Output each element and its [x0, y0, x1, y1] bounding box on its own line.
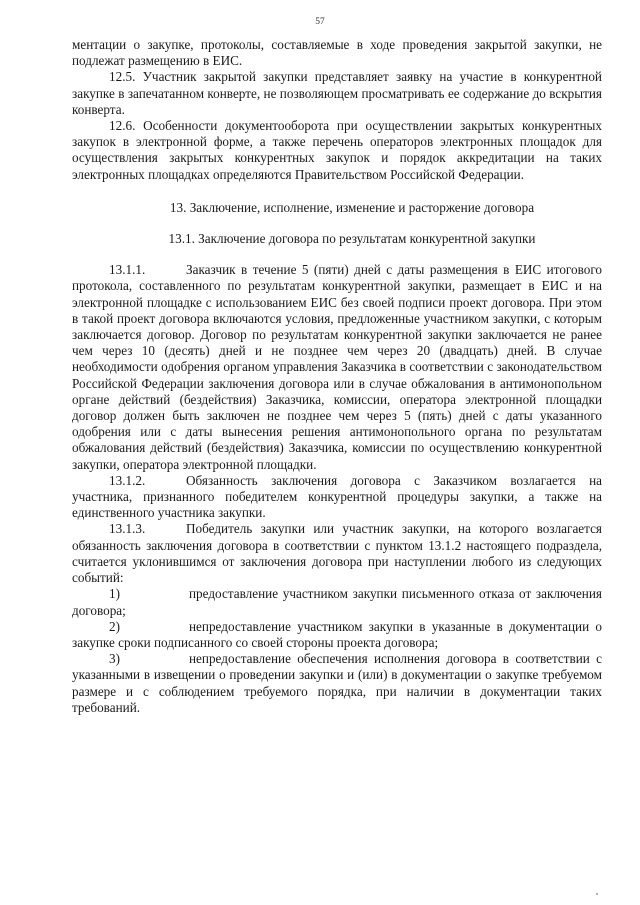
- paragraph-12-6: 12.6. Особенности документооборота при осуществлении закрытых конкурентных закупок в электронной форме, а также перечень операторов электронных площадок для осуществления закрытых конкурентных закупок и порядок аккредитации на таких электронных площадках определяются Правительством Российской Федерации.: [72, 118, 602, 182]
- clause-text: Победитель закупки или участник закупки, на которого возлагается обязанность заключения договора в соответствии с пунктом 13.1.2 настоящего подраздела, считается уклонившимся от заключения договора при наступлении любого из следующих событий:: [72, 521, 602, 586]
- list-item-text: непредоставление обеспечения исполнения договора в соответствии с указанными в извещении о проведении закупки и (или) в документации о закупке требуемом размере и с соблюдением требуемого порядка, при наличии в документации таких требований.: [72, 651, 602, 715]
- page-number: 57: [315, 17, 325, 27]
- section-heading-13: 13. Заключение, исполнение, изменение и расторжение договора: [169, 199, 535, 215]
- paragraph-13-1-2: [72, 473, 602, 522]
- paragraph-13-1-1: [72, 262, 602, 473]
- list-item-number: 1): [109, 586, 120, 602]
- list-item: [72, 619, 602, 651]
- clause-number: 13.1.1.: [109, 262, 146, 278]
- list-item: [72, 586, 602, 618]
- list-item-text: предоставление участником закупки письменного отказа от заключения договора;: [72, 586, 602, 618]
- paragraph-continuation: ментации о закупке, протоколы, составляемые в ходе проведения закрытой закупки, не подлежат размещению в ЕИС.: [72, 37, 602, 69]
- clause-text: Обязанность заключения договора с Заказчиком возлагается на участника, признанного победителем конкурентной процедуры закупки, а также на единственного участника закупки.: [72, 472, 602, 521]
- paragraph-13-1-3: [72, 521, 602, 586]
- list-item-text: непредоставление участником закупки в указанные в документации о закупке сроки подписанного со своей стороны проекта договора;: [72, 618, 602, 650]
- document-body: [72, 37, 602, 716]
- clause-number: 13.1.2.: [109, 472, 146, 488]
- list-item-number: 2): [109, 618, 120, 634]
- list-item: [72, 651, 602, 716]
- paragraph-12-5: 12.5. Участник закрытой закупки представляет заявку на участие в конкурентной закупке в запечатанном конверте, не позволяющем просматривать ее содержание до вскрытия конверта.: [72, 69, 602, 117]
- list-item-number: 3): [109, 651, 120, 667]
- scan-speck: [596, 893, 598, 895]
- clause-text: Заказчик в течение 5 (пяти) дней с даты размещения в ЕИС итогового протокола, составленного по результатам конкурентной закупки, размещает в ЕИС и на электронной площадке с использованием ЕИС без своей подписи проект договора. При этом в такой проект договора включаются условия, предложенные участником закупки, с которым заключается договор. Договор по результатам конкурентной закупки заключается не ранее чем через 10 (десять) дней и не позднее чем через 20 (двадцать) дней. В случае необходимости одобрения органом управления Заказчика в соответствии с законодательством Российской Федерации заключения договора или в случае обжалования в антимонопольном органе действий (бездействия) Заказчика, комиссии, оператора электронной площадки договор должен быть заключен не позднее чем через 5 (пять) дней с даты указанного одобрения или с даты вынесения решения антимонопольного органа по результатам обжалования действий (бездействия) Заказчика, комиссии по осуществлению конкурентной закупки, оператора электронной площадки.: [72, 262, 602, 472]
- subsection-heading-13-1: 13.1. Заключение договора по результатам конкурентной закупки: [168, 231, 536, 247]
- clause-number: 13.1.3.: [109, 521, 146, 537]
